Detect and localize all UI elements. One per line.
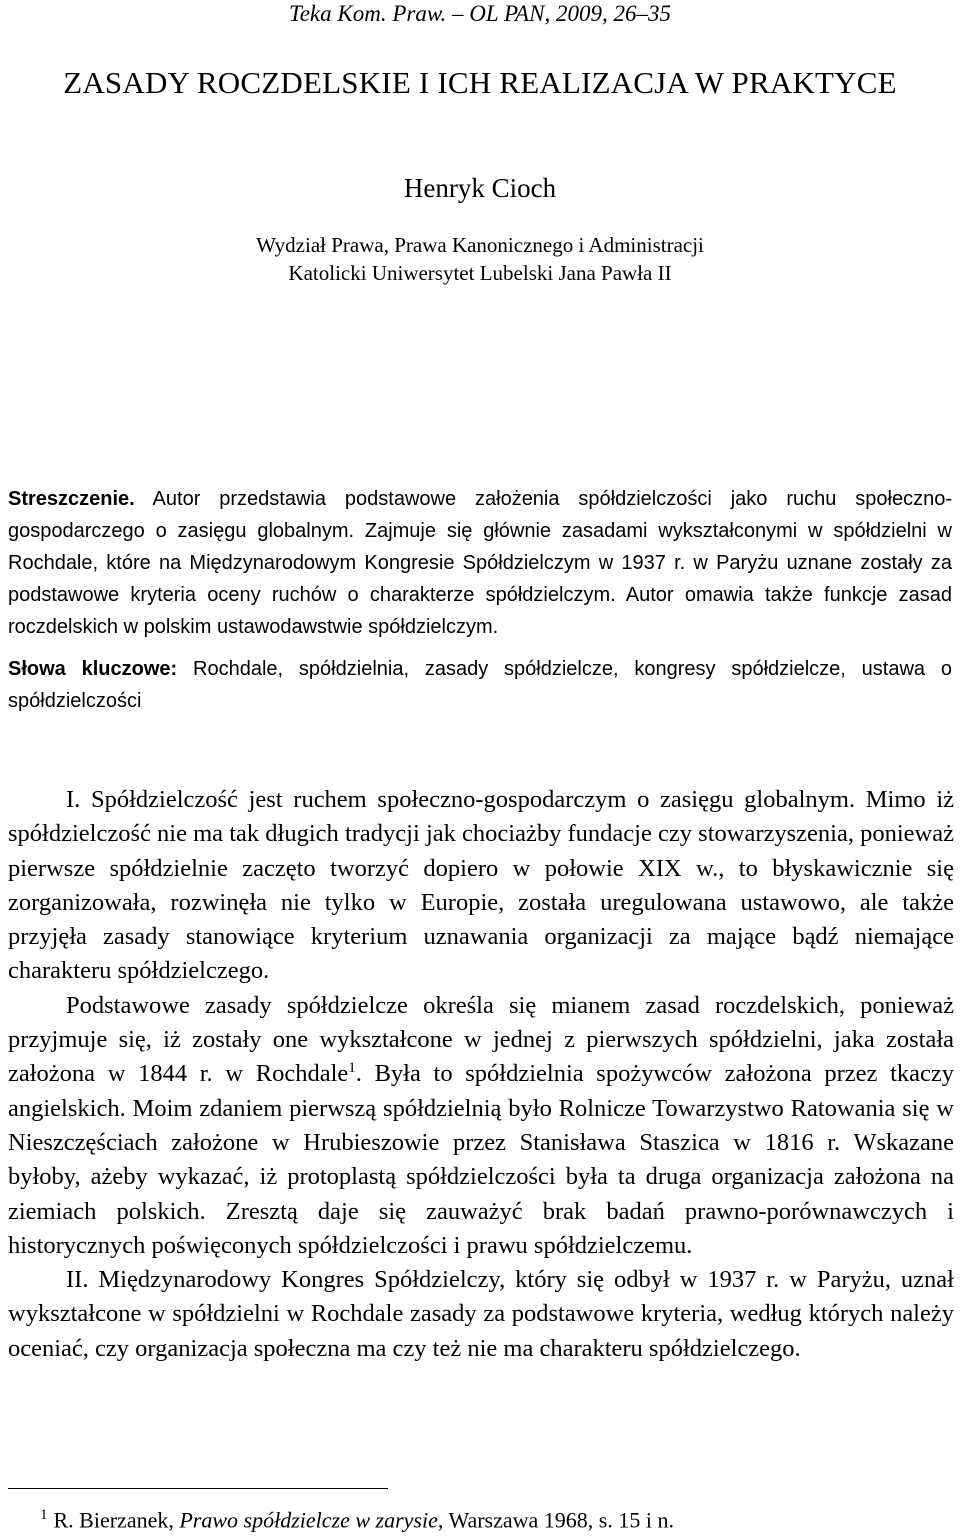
footnote-number: 1: [40, 1507, 48, 1523]
keywords-label: Słowa kluczowe:: [8, 658, 178, 680]
body-paragraph-3: II. Międzynarodowy Kongres Spółdzielczy, który się odbył w 1937 r. w Paryżu, uznał wykształcone w spółdzielni w Rochdale zasady za podstawowe kryteria, według których należy oceniać, czy organizacja społeczna ma czy też nie ma charakteru spółdzielczego.: [8, 1266, 954, 1362]
body-paragraph-2-start: Podstawowe zasady spółdzielcze określa się mianem zasad roczdelskich, ponieważ przyjmuje się, iż zostały one wykształcone w jednej z pierwszych spółdzielni, jaka została założona w 1844 r. w Rochdale: [8, 991, 954, 1088]
footnote-divider: [8, 1488, 388, 1489]
footnote-title: Prawo spółdzielcze w zarysie: [179, 1507, 438, 1533]
keywords-text: Rochdale, spółdzielnia, zasady spółdzielcze, kongresy spółdzielcze, ustawa o spółdzielczości: [8, 658, 952, 712]
abstract: [8, 483, 952, 643]
footnote-author: R. Bierzanek,: [53, 1507, 174, 1533]
keywords: [8, 653, 952, 717]
author-name: Henryk Cioch: [403, 173, 557, 203]
abstract-text: Autor przedstawia podstawowe założenia spółdzielczości jako ruchu społeczno-gospodarczego o zasięgu globalnym. Zajmuje się głównie zasadami wykształconymi w spółdzielni w Rochdale, które na Międzynarodowym Kongresie Spółdzielczym w 1937 r. w Paryżu uznane zostały za podstawowe kryteria oceny ruchów o charakterze spółdzielczym. Autor omawia także funkcje zasad roczdelskich w polskim ustawodawstwie spółdzielczym.: [8, 488, 952, 638]
body-paragraph-2: [8, 989, 954, 1263]
affiliation-line-2: Katolicki Uniwersytet Lubelski Jana Pawła II: [288, 261, 672, 285]
body-paragraph-1: I. Spółdzielczość jest ruchem społeczno-gospodarczym o zasięgu globalnym. Mimo iż spółdzielczość nie ma tak długich tradycji jak chociażby fundacje czy stowarzyszenia, ponieważ pierwsze spółdzielnie zaczęto tworzyć dopiero w połowie XIX w., to błyskawicznie się zorganizowała, rozwinęła nie tylko w Europie, została uregulowana ustawowo, ale także przyjęła zasady stanowiące kryterium uznawania organizacji za mające bądź niemające charakteru spółdzielczego.: [8, 786, 954, 985]
footnote: [40, 1500, 940, 1535]
abstract-label: Streszczenie.: [8, 488, 135, 510]
body-paragraph-2-end: . Była to spółdzielnia spożywców założona przez tkaczy angielskich. Moim zdaniem pierwszą spółdzielnią było Rolnicze Towarzystwo Ratowania się w Nieszczęściach założone w Hrubieszowie przez Stanisława Staszica w 1816 r. Wskazane byłoby, ażeby wykazać, iż protoplastą spółdzielczości była ta druga organizacja założona na ziemiach polskich. Zresztą daje się zauważyć brak badań prawno-porównawczych i historycznych poświęconych spółdzielczości i prawu spółdzielczemu.: [8, 1060, 954, 1259]
footnote-rest: , Warszawa 1968, s. 15 i n.: [437, 1507, 674, 1533]
affiliation-line-1: Wydział Prawa, Prawa Kanonicznego i Administracji: [256, 233, 704, 257]
body-text: [8, 783, 954, 1366]
running-head: Teka Kom. Praw. – OL PAN, 2009, 26–35: [289, 1, 671, 26]
footnote-reference[interactable]: 1: [348, 1060, 356, 1077]
article-title: ZASADY ROCZDELSKIE I ICH REALIZACJA W PRAKTYCE: [63, 65, 897, 100]
